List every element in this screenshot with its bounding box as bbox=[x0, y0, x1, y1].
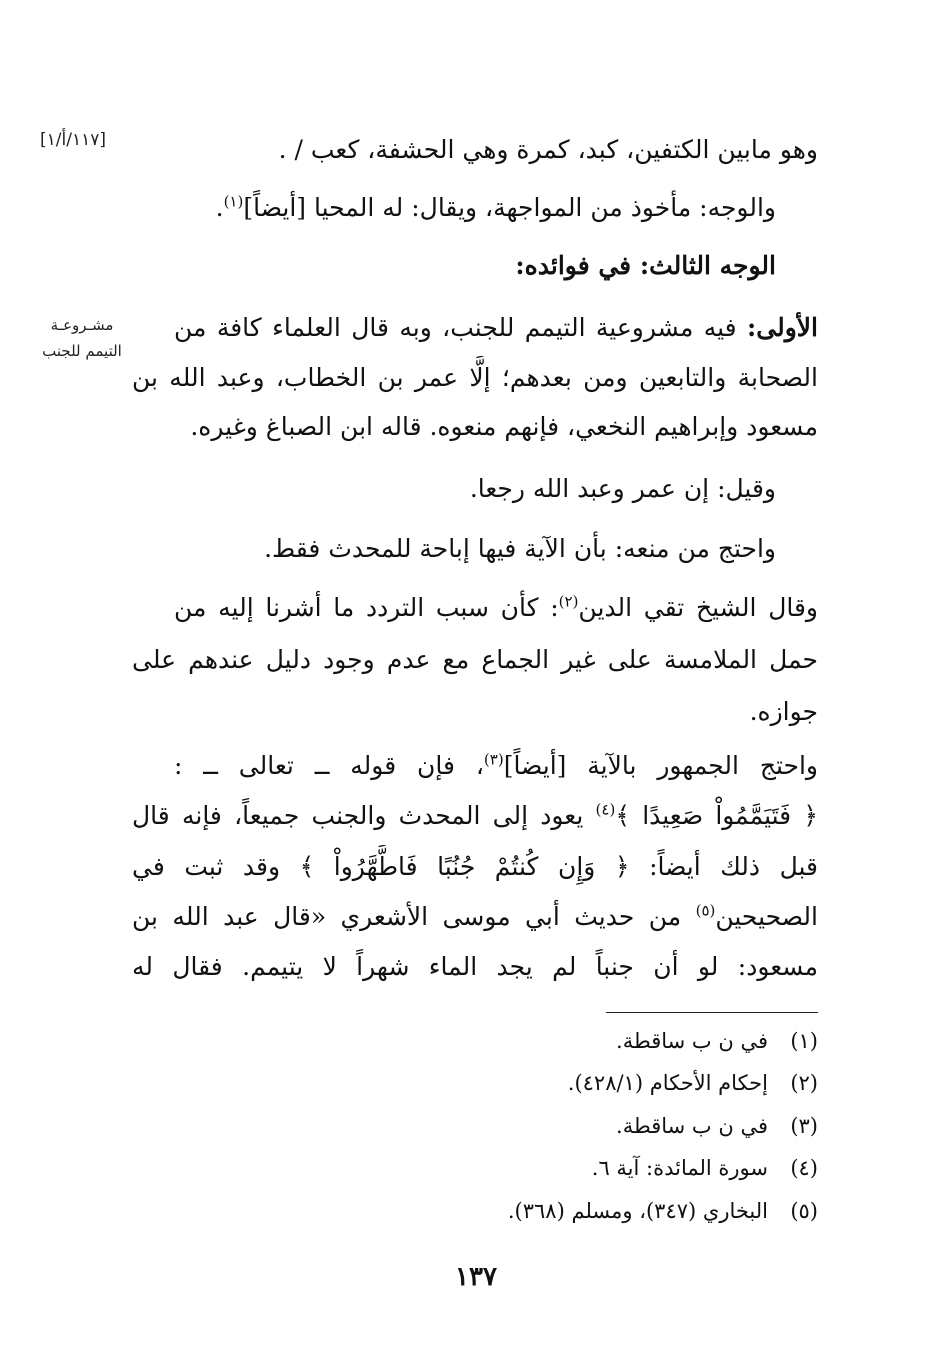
body-line-12-a: واحتج الجمهور بالآية [أيضاً] bbox=[503, 751, 818, 780]
footnote-4 bbox=[132, 1151, 818, 1185]
body-line-12-b: ، فإن قوله ــ تعالى ــ : bbox=[174, 751, 484, 780]
body-line-2 bbox=[90, 186, 776, 230]
body-line-7: وقيل: إن عمر وعبد الله رجعا. bbox=[469, 474, 776, 503]
body-line-2-end: . bbox=[215, 193, 224, 222]
body-line-8: واحتج من منعه: بأن الآية فيها إباحة للمحدث فقط. bbox=[264, 534, 776, 563]
body-line-14 bbox=[132, 845, 818, 889]
body-line-11: جوازه. bbox=[749, 697, 818, 726]
footnote-5 bbox=[132, 1194, 818, 1228]
footnote-divider bbox=[606, 1012, 818, 1013]
body-line-16: مسعود: لو أن جنباً لم يجد الماء شهراً لا يتيمم. فقال له bbox=[132, 952, 818, 981]
quran-verse-1: ﴿ فَتَيَمَّمُواْ صَعِيدًا ﴾ bbox=[615, 801, 818, 830]
first-point-label: الأولى: bbox=[747, 313, 818, 342]
footnote-number: (١) bbox=[790, 1029, 818, 1053]
body-line-10: حمل الملامسة على غير الجماع مع عدم وجود دليل عندهم على bbox=[132, 645, 818, 674]
body-line-4-text: فيه مشروعية التيمم للجنب، وبه قال العلماء كافة من bbox=[174, 313, 748, 342]
footnote-ref-3: (٣) bbox=[483, 750, 504, 769]
body-line-15-a: الصحيحين bbox=[715, 902, 818, 931]
footnote-text: البخاري (٣٤٧)، ومسلم (٣٦٨). bbox=[507, 1199, 768, 1223]
page-number: ١٣٧ bbox=[455, 1262, 497, 1292]
footnote-ref-1: (١) bbox=[223, 192, 244, 211]
body-line-13 bbox=[132, 794, 818, 838]
footnote-ref-5: (٥) bbox=[695, 901, 716, 920]
body-line-9-b: : كأن سبب التردد ما أشرنا إليه من bbox=[174, 593, 559, 622]
footnote-2 bbox=[132, 1066, 818, 1100]
body-line-14-b: وقد ثبت في bbox=[132, 852, 300, 881]
body-line-9-a: وقال الشيخ تقي الدين bbox=[578, 593, 818, 622]
footnote-number: (٥) bbox=[790, 1199, 818, 1223]
body-line-2-text: والوجه: مأخوذ من المواجهة، ويقال: له المحيا [أيضاً] bbox=[243, 193, 776, 222]
footnote-text: سورة المائدة: آية ٦. bbox=[591, 1156, 768, 1180]
body-line-15-b: من حديث أبي موسى الأشعري «قال عبد الله بن bbox=[132, 902, 696, 931]
body-line-6: مسعود وإبراهيم النخعي، فإنهم منعوه. قاله ابن الصباغ وغيره. bbox=[190, 412, 818, 441]
footnote-text: في ن ب ساقطة. bbox=[616, 1114, 768, 1138]
footnote-number: (٢) bbox=[790, 1071, 818, 1095]
footnote-ref-2: (٢) bbox=[558, 592, 579, 611]
body-line-9 bbox=[174, 586, 818, 630]
section-heading: الوجه الثالث: في فوائده: bbox=[515, 251, 776, 280]
footnote-1 bbox=[132, 1024, 818, 1058]
footnote-number: (٤) bbox=[790, 1156, 818, 1180]
body-line-4 bbox=[174, 306, 818, 350]
footnote-text: إحكام الأحكام (٤٢٨/١). bbox=[567, 1071, 768, 1095]
body-line-13-b: يعود إلى المحدث والجنب جميعاً، فإنه قال bbox=[132, 801, 596, 830]
margin-note: مشـروعـة التيمم للجنب bbox=[42, 316, 122, 360]
footnote-ref-4: (٤) bbox=[595, 800, 616, 819]
body-line-1: وهو مابين الكتفين، كبد، كمرة وهي الحشفة، كعب / . bbox=[278, 135, 818, 164]
folio-reference: [١١٧/أ/١] bbox=[40, 130, 107, 150]
body-line-5: الصحابة والتابعين ومن بعدهم؛ إلَّا عمر بن الخطاب، وعبد الله بن bbox=[132, 363, 818, 392]
quran-verse-2: ﴿ وَإِن كُنتُمْ جُنُبًا فَاطَّهَّرُواْ ﴾ bbox=[299, 852, 630, 881]
footnote-number: (٣) bbox=[790, 1114, 818, 1138]
footnote-text: في ن ب ساقطة. bbox=[616, 1029, 768, 1053]
body-line-14-a: قبل ذلك أيضاً: bbox=[629, 852, 818, 881]
body-line-12 bbox=[174, 744, 818, 788]
body-line-15 bbox=[132, 895, 818, 939]
footnote-3 bbox=[132, 1109, 818, 1143]
